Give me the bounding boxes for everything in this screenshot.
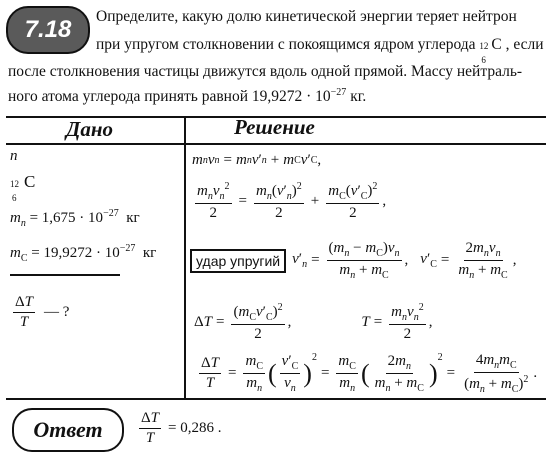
energy-equation: $\frac{m_nv_n^2}{2}$ = $\frac{m_n(v'_n)^2}{2}$ + $\frac{m_C(v'_C)^2}{2}$ , [197,181,387,221]
given-carbon-mass: $m_C = 19,9272 \cdot 10^{-27}$ кг [10,243,157,264]
given-find-divider [10,274,120,276]
answer-badge [12,408,124,452]
velocities-equation: удар упругий $v'_n$ = $\frac{(m_n - m_C)v_n}{m_n + m_C}$ , $v'_C$ = $\frac{2m_nv_n}{m_n + m_C}$ , [190,240,516,281]
problem-line-1: Определите, какую долю кинетической энергии теряет нейтрон [96,8,517,25]
given-particle: n [10,148,18,164]
table-column-divider [184,116,186,400]
ratio-equation: $\frac{\Delta T}{T}$ = $\frac{m_C}{m_n}$ ( $\frac{v'_C}{v_n}$ ) $^2$ = $\frac{m_C}{m_n}$ ( $\frac{2m_n}{m_n + m_C}$ ) $^2$ = $\frac{4m_nm_C}{(m_n + m_C)^2}$ . [201,352,538,395]
given-find: $\frac{\Delta T}{T}$ — ? [15,294,70,330]
given-carbon: 12 6 C [10,172,36,203]
problem-number: 7.18 [24,16,72,43]
answer-label: Ответ [33,417,103,442]
given-header: Дано [66,117,114,141]
answer-value: $\frac{\Delta T}{T}$ = 0,286 . [141,410,222,446]
problem-line-2: при упругом столкновении с покоящимся ядром углерода 12 6 C , если [96,36,544,65]
table-header-rule [6,143,546,145]
kinetic-energy-equations: Δ T = $\frac{(m_Cv'_C)^2}{2}$ , T = $\frac{m_nv_n^2}{2}$ , [194,302,433,342]
problem-line-3: после столкновения частицы движутся вдоль одной прямой. Массу нейтраль- [8,63,523,80]
problem-number-badge [6,6,90,54]
table-bottom-rule [6,398,546,400]
elastic-collision-label: удар упругий [190,249,286,273]
problem-line-4: ного атома углерода принять равной $19,9272 \cdot 10^{-27}$ кг. [8,87,367,106]
momentum-equation: m n v n = m n v ′ n + m C v ′ C , [192,152,322,168]
given-neutron-mass: $m_n = 1,675 \cdot 10^{-27}$ кг [10,208,140,229]
solution-header: Решение [234,115,315,139]
